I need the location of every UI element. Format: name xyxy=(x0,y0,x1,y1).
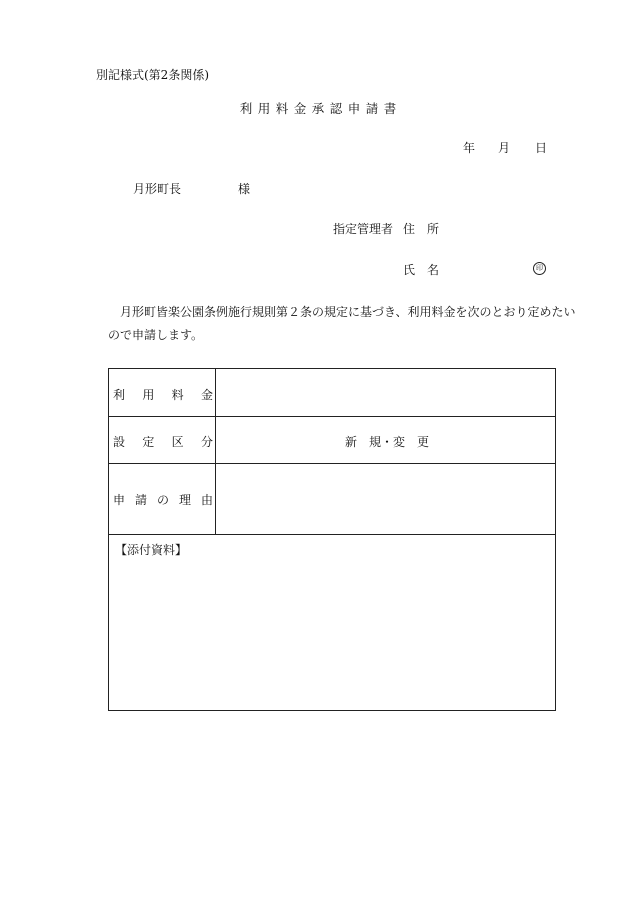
addressee-honorific: 様 xyxy=(238,182,251,196)
setting-category-options[interactable]: 新 規・変 更 xyxy=(345,435,430,449)
applicant-role: 指定管理者 xyxy=(333,222,394,236)
title-char: 利 xyxy=(239,101,253,116)
attachments-label: 【添付資料】 xyxy=(115,543,188,557)
document-title xyxy=(237,99,399,117)
form-reference-label: 別記様式(第2条関係) xyxy=(96,68,209,82)
date-month-label: 月 xyxy=(498,141,511,155)
seal-mark: 印 xyxy=(533,262,546,275)
title-char: 書 xyxy=(383,101,397,116)
applicant-name-label: 氏 名 xyxy=(403,263,440,277)
table-divider xyxy=(109,463,555,464)
title-char: 料 xyxy=(275,101,289,116)
applicant-address-label: 住 所 xyxy=(403,222,440,236)
application-reason-label: 申 請 の 理 由 xyxy=(113,493,213,507)
table-divider xyxy=(109,534,555,535)
title-char: 承 xyxy=(311,101,325,116)
usage-fee-field[interactable] xyxy=(219,373,549,413)
date-year-label: 年 xyxy=(463,141,476,155)
addressee-name: 月形町長 xyxy=(133,182,182,196)
body-text-line-1: 月形町皆楽公園条例施行規則第２条の規定に基づき、利用料金を次のとおり定めたい xyxy=(120,305,576,319)
application-form-table xyxy=(108,368,556,711)
setting-category-label: 設 定 区 分 xyxy=(113,435,213,449)
table-column-divider xyxy=(215,369,216,534)
title-char: 用 xyxy=(257,101,271,116)
title-char: 金 xyxy=(293,101,307,116)
body-text-line-2: ので申請します。 xyxy=(108,328,204,342)
title-char: 申 xyxy=(347,101,361,116)
title-char: 認 xyxy=(329,101,343,116)
title-char: 請 xyxy=(365,101,379,116)
usage-fee-label: 利 用 料 金 xyxy=(113,388,213,402)
date-day-label: 日 xyxy=(535,141,548,155)
table-divider xyxy=(109,416,555,417)
attachments-field[interactable] xyxy=(115,561,549,701)
application-reason-field[interactable] xyxy=(219,467,549,531)
